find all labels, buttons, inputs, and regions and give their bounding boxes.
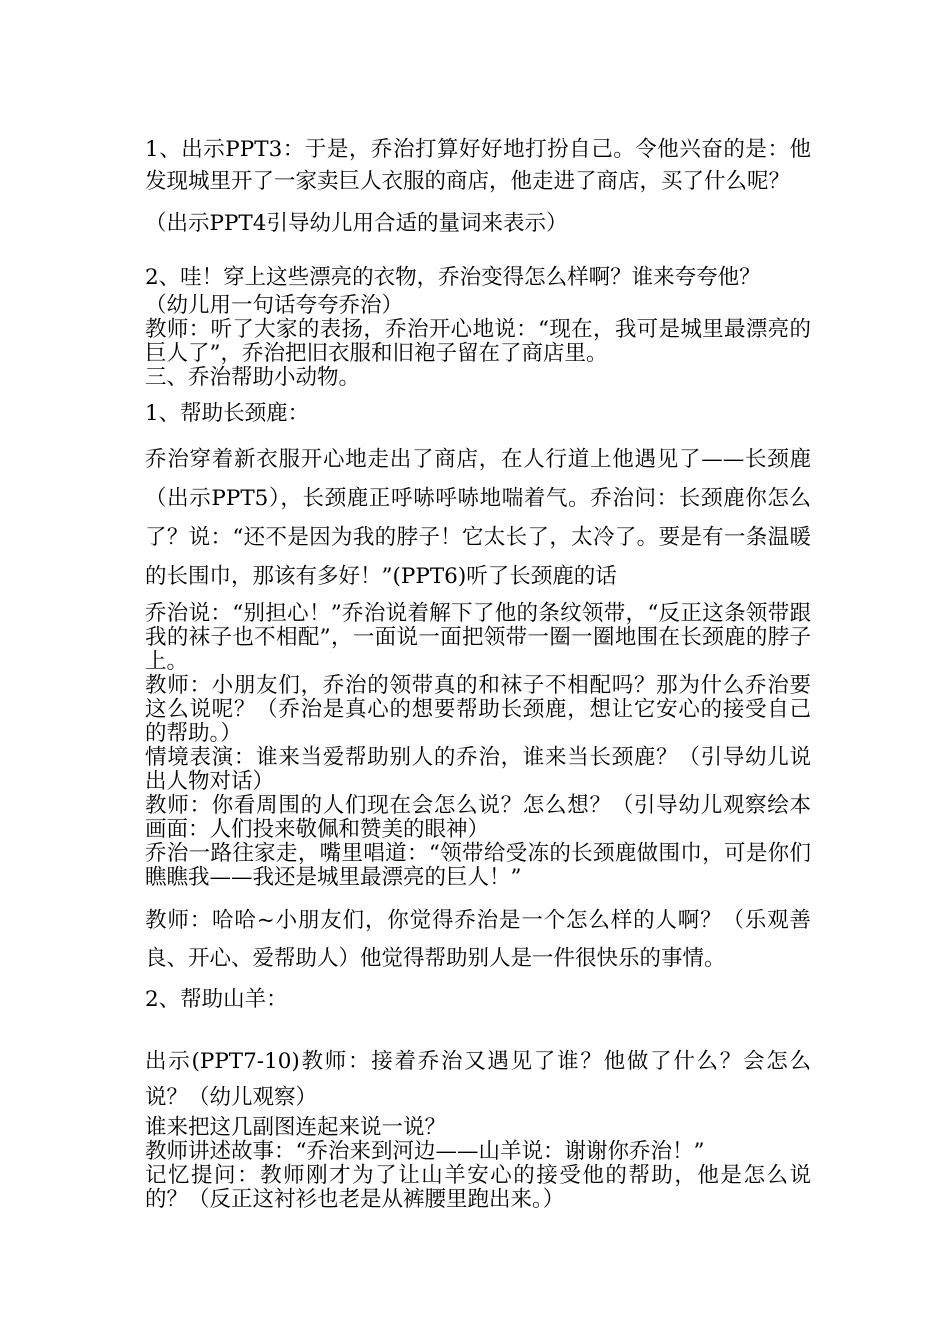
paragraph-george-tie: 乔治说：“别担心！”乔治说着解下了他的条纹领带，“反正这条领带跟我的袜子也不相配”，一面说一面把领带一圈一圈地围在长颈鹿的脖子上。 [145,601,811,674]
paragraph-teacher-question-tie: 教师：小朋友们，乔治的领带真的和袜子不相配吗？那为什么乔治要这么说呢？（乔治是真心的想要帮助长颈鹿，想让它安心的接受自己的帮助。） [145,673,811,746]
paragraph-ppt4-note: （出示PPT4引导幼儿用合适的量词来表示） [145,211,568,236]
paragraph-role-play: 情境表演：谁来当爱帮助别人的乔治，谁来当长颈鹿？（引导幼儿说出人物对话） [145,745,811,794]
paragraph-teacher-praise: 教师：听了大家的表扬，乔治开心地说：“现在，我可是城里最漂亮的巨人了”，乔治把旧衣服和旧袍子留在了商店里。 [145,317,811,366]
paragraph-george-sings: 乔治一路往家走，嘴里唱道：“领带给受冻的长颈鹿做围巾，可是你们瞧瞧我——我还是城里最漂亮的巨人！” [145,841,811,890]
paragraph-giraffe-story: 乔治穿着新衣服开心地走出了商店，在人行道上他遇见了——长颈鹿（出示PPT5），长颈鹿正呼哧呼哧地喘着气。乔治问：长颈鹿你怎么了？说：“还不是因为我的脖子！它太长了，太冷了。要是有一条温暖的长围巾，那该有多好！”(PPT6)听了长颈鹿的话 [145,447,811,589]
document-body [145,134,811,1212]
paragraph-connect-pictures: 谁来把这几副图连起来说一说？ [145,1115,447,1140]
subheading-help-goat: 2、帮助山羊： [145,987,288,1012]
paragraph-memory-question: 记忆提问：教师刚才为了让山羊安心的接受他的帮助，他是怎么说的？（反正这衬衫也老是从裤腰里跑出来。） [145,1163,811,1212]
section-heading-help-animals: 三、乔治帮助小动物。 [145,365,361,390]
paragraph-question-dress: 2、哇！穿上这些漂亮的衣物，乔治变得怎么样啊？谁来夸夸他？ [145,265,761,290]
paragraph-praise-note: （幼儿用一句话夸夸乔治） [145,293,404,318]
subheading-help-giraffe: 1、帮助长颈鹿： [145,401,310,426]
paragraph-teacher-observe: 教师：你看周围的人们现在会怎么说？怎么想？（引导幼儿观察绘本画面：人们投来敬佩和赞美的眼神） [145,793,811,842]
paragraph-teacher-summary: 教师：哈哈~小朋友们，你觉得乔治是一个怎么样的人啊？（乐观善良、开心、爱帮助人）他觉得帮助别人是一件很快乐的事情。 [145,908,811,971]
paragraph-ppt3: 1、出示PPT3：于是，乔治打算好好地打扮自己。令他兴奋的是：他发现城里开了一家卖巨人衣服的商店，他走进了商店，买了什么呢？ [145,137,811,194]
paragraph-teacher-tells-story: 教师讲述故事：“乔治来到河边——山羊说：谢谢你乔治！” [145,1139,705,1164]
paragraph-ppt7-10: 出示(PPT7-10)教师：接着乔治又遇见了谁？他做了什么？会怎么说？（幼儿观察） [145,1049,811,1110]
